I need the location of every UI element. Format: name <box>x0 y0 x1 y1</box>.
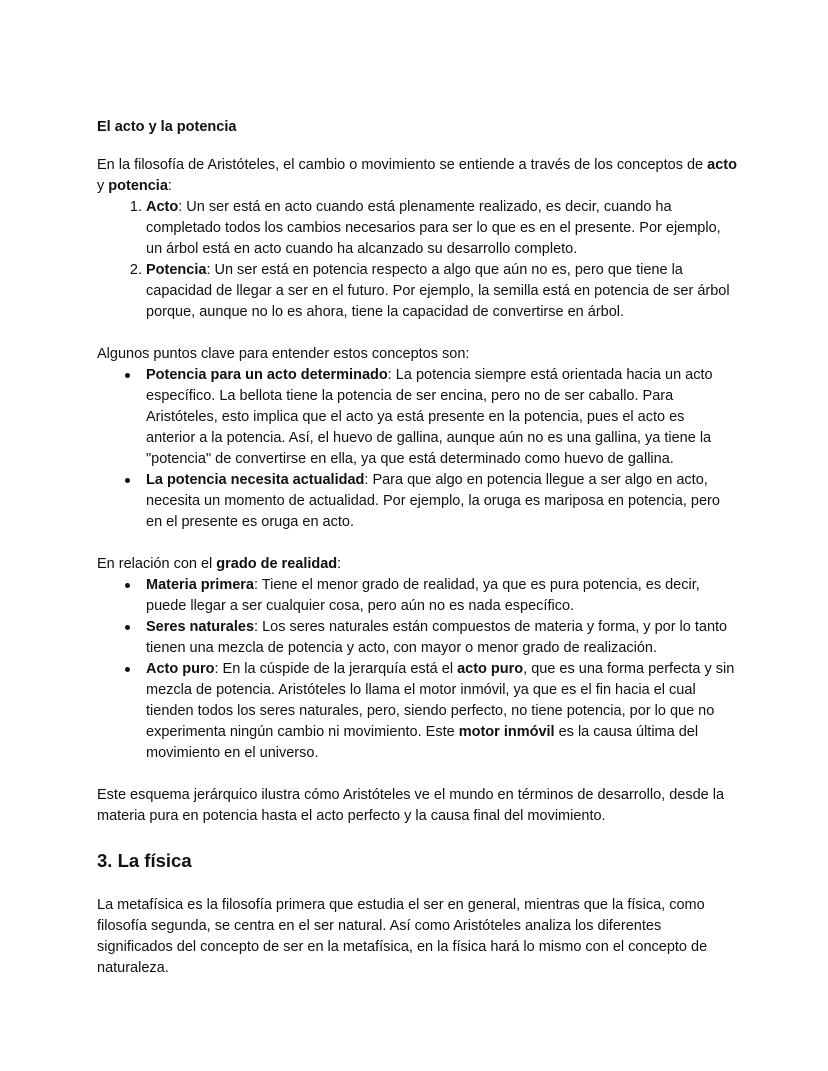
bold-term: Seres naturales <box>146 619 255 635</box>
intro-paragraph <box>97 155 737 197</box>
bold-term: Acto <box>146 199 179 215</box>
text: : En la cúspide de la jerarquía está el <box>214 661 458 677</box>
list-item <box>146 659 737 764</box>
bold-term: potencia <box>108 178 168 194</box>
list-item <box>146 260 737 323</box>
list-item <box>146 197 737 260</box>
bold-term: motor inmóvil <box>458 724 555 740</box>
text: En la filosofía de Aristóteles, el cambio o movimiento se entiende a través de los conceptos de <box>97 157 708 173</box>
section-heading: 3. La física <box>97 850 192 871</box>
list-item <box>146 470 737 533</box>
bold-term: acto <box>707 157 737 173</box>
list-item <box>146 365 737 470</box>
text: : <box>337 556 342 572</box>
text: , que es una forma perfecta y sin mezcla de potencia. Aristóteles lo llama el motor inmóvil, ya que es el fin hacia el cual tienden todos los seres naturales, pero, siendo perfecto, no tiene potencia, por lo que no experimenta ningún cambio ni movimiento. Este <box>146 661 735 740</box>
list-item <box>146 575 737 617</box>
bold-term: Materia primera <box>146 577 254 593</box>
text: : Tiene el menor grado de realidad, ya que es pura potencia, es decir, puede llegar a ser cualquier cosa, pero aún no es nada específico. <box>146 577 700 614</box>
text: : Un ser está en acto cuando está plenamente realizado, es decir, cuando ha completado todos los cambios necesarios para ser lo que es en el presente. Por ejemplo, un árbol está en acto cuando ha alcanzado su desarrollo completo. <box>146 199 721 257</box>
key-points-intro: Algunos puntos clave para entender estos conceptos son: <box>97 346 470 362</box>
text: : Para que algo en potencia llegue a ser algo en acto, necesita un momento de actualidad. Por ejemplo, la oruga es mariposa en potencia, pero en el presente es oruga en acto. <box>146 472 720 530</box>
bold-term: La potencia necesita actualidad <box>146 472 365 488</box>
conclusion-paragraph: Este esquema jerárquico ilustra cómo Aristóteles ve el mundo en términos de desarrollo, desde la materia pura en potencia hasta el acto perfecto y la causa final del movimiento. <box>97 787 725 824</box>
bold-term: Potencia <box>146 262 207 278</box>
numbered-list <box>97 197 737 323</box>
grado-intro <box>97 554 737 575</box>
physics-paragraph: La metafísica es la filosofía primera que estudia el ser en general, mientras que la física, como filosofía segunda, se centra en el ser natural. Así como Aristóteles analiza los diferentes significados del concepto de ser en la metafísica, en la física hará lo mismo con el concepto de naturaleza. <box>97 897 708 976</box>
bold-term: grado de realidad <box>216 556 338 572</box>
bullet-list <box>97 575 737 764</box>
text: : Los seres naturales están compuestos de materia y forma, y por lo tanto tienen una mezcla de potencia y acto, con mayor o menor grado de realización. <box>146 619 728 656</box>
text: es la causa última del movimiento en el universo. <box>146 724 699 761</box>
text: En relación con el <box>97 556 217 572</box>
section-title: El acto y la potencia <box>97 119 237 135</box>
bold-term: Potencia para un acto determinado <box>146 367 388 383</box>
text: : La potencia siempre está orientada hacia un acto específico. La bellota tiene la potencia de ser encina, pero no de ser caballo. Para Aristóteles, esto implica que el acto ya está presente en la potencia, pues el acto es anterior a la potencia. Así, el huevo de gallina, aunque aún no es una gallina, ya tiene la "potencia" de convertirse en ella, ya que está determinado como huevo de gallina. <box>146 367 713 467</box>
document-page <box>97 117 737 979</box>
text: : <box>167 178 172 194</box>
text: : Un ser está en potencia respecto a algo que aún no es, pero que tiene la capacidad de llegar a ser en el futuro. Por ejemplo, la semilla está en potencia de ser árbol porque, aunque no lo es ahora, tiene la capacidad de convertirse en árbol. <box>146 262 730 320</box>
bold-term: acto puro <box>457 661 524 677</box>
bullet-list <box>97 365 737 533</box>
bold-term: Acto puro <box>146 661 215 677</box>
list-item <box>146 617 737 659</box>
text: y <box>97 178 109 194</box>
